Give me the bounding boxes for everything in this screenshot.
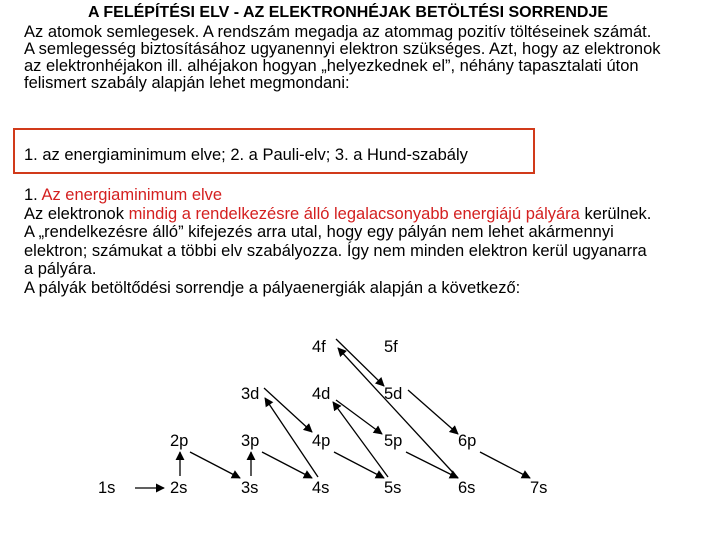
orbital-label: 5f xyxy=(384,338,398,356)
orbital-label: 3p xyxy=(241,432,260,450)
arrow-5p-6s xyxy=(406,452,458,478)
intro-line: A semlegesség biztosításához ugyanennyi elektron szükséges. Azt, hogy az elektronok xyxy=(24,40,661,58)
orbital-label: 5s xyxy=(384,479,402,497)
orbital-label: 7s xyxy=(530,479,548,497)
intro-line: Az atomok semlegesek. A rendszám megadja az atommag pozitív töltéseinek számát. xyxy=(24,23,652,41)
orbital-label: 4d xyxy=(312,385,331,403)
intro-line: felismert szabály alapján lehet megmondani: xyxy=(24,74,350,92)
orbital-label: 3d xyxy=(241,385,260,403)
section-line: elektron; számukat a többi elv szabályozza. Így nem minden elektron kerül ugyanarra xyxy=(24,241,647,260)
arrow-5d-6p xyxy=(408,390,458,434)
arrow-2p-3s xyxy=(190,452,240,478)
orbital-label: 5d xyxy=(384,385,403,403)
arrow-3d-4p xyxy=(264,388,312,432)
page-title: A FELÉPÍTÉSI ELV - AZ ELEKTRONHÉJAK BETÖLTÉSI SORRENDJE xyxy=(88,4,609,21)
section-text: kerülnek. xyxy=(579,204,652,223)
intro-line: az elektronhéjakon ill. alhéjakon hogyan „helyezkednek el”, néhány tapasztalati úton xyxy=(24,57,639,75)
rules-text: 1. az energiaminimum elve; 2. a Pauli-elv; 3. a Hund-szabály xyxy=(24,146,468,164)
arrow-4f-5d xyxy=(336,339,384,386)
arrow-4s-3d xyxy=(265,398,318,477)
arrow-6p-7s xyxy=(480,452,530,478)
orbital-label: 6p xyxy=(458,432,477,450)
orbital-label: 2p xyxy=(170,432,189,450)
orbital-label: 4s xyxy=(312,479,330,497)
arrow-6s-4f xyxy=(338,348,458,478)
orbital-label: 4f xyxy=(312,338,326,356)
orbital-label: 6s xyxy=(458,479,476,497)
orbital-label: 2s xyxy=(170,479,188,497)
orbital-label: 4p xyxy=(312,432,331,450)
orbital-label: 3s xyxy=(241,479,259,497)
highlighted-text: mindig a rendelkezésre álló legalacsonyabb energiájú pályára xyxy=(128,204,580,223)
section-line: A „rendelkezésre álló” kifejezés arra utal, hogy egy pályán nem lehet akármennyi xyxy=(24,223,614,241)
orbital-label: 5p xyxy=(384,432,403,450)
arrow-4d-5p xyxy=(336,400,382,434)
arrow-4p-5s xyxy=(334,452,384,478)
section-heading-text: Az energiaminimum elve xyxy=(41,186,223,204)
section-number: 1. xyxy=(24,186,42,204)
section-line: A pályák betöltődési sorrendje a pályaenergiák alapján a következő: xyxy=(24,278,521,297)
section-text: Az elektronok xyxy=(24,204,129,223)
orbital-label: 1s xyxy=(98,479,116,497)
section-line: a pályára. xyxy=(24,260,97,278)
